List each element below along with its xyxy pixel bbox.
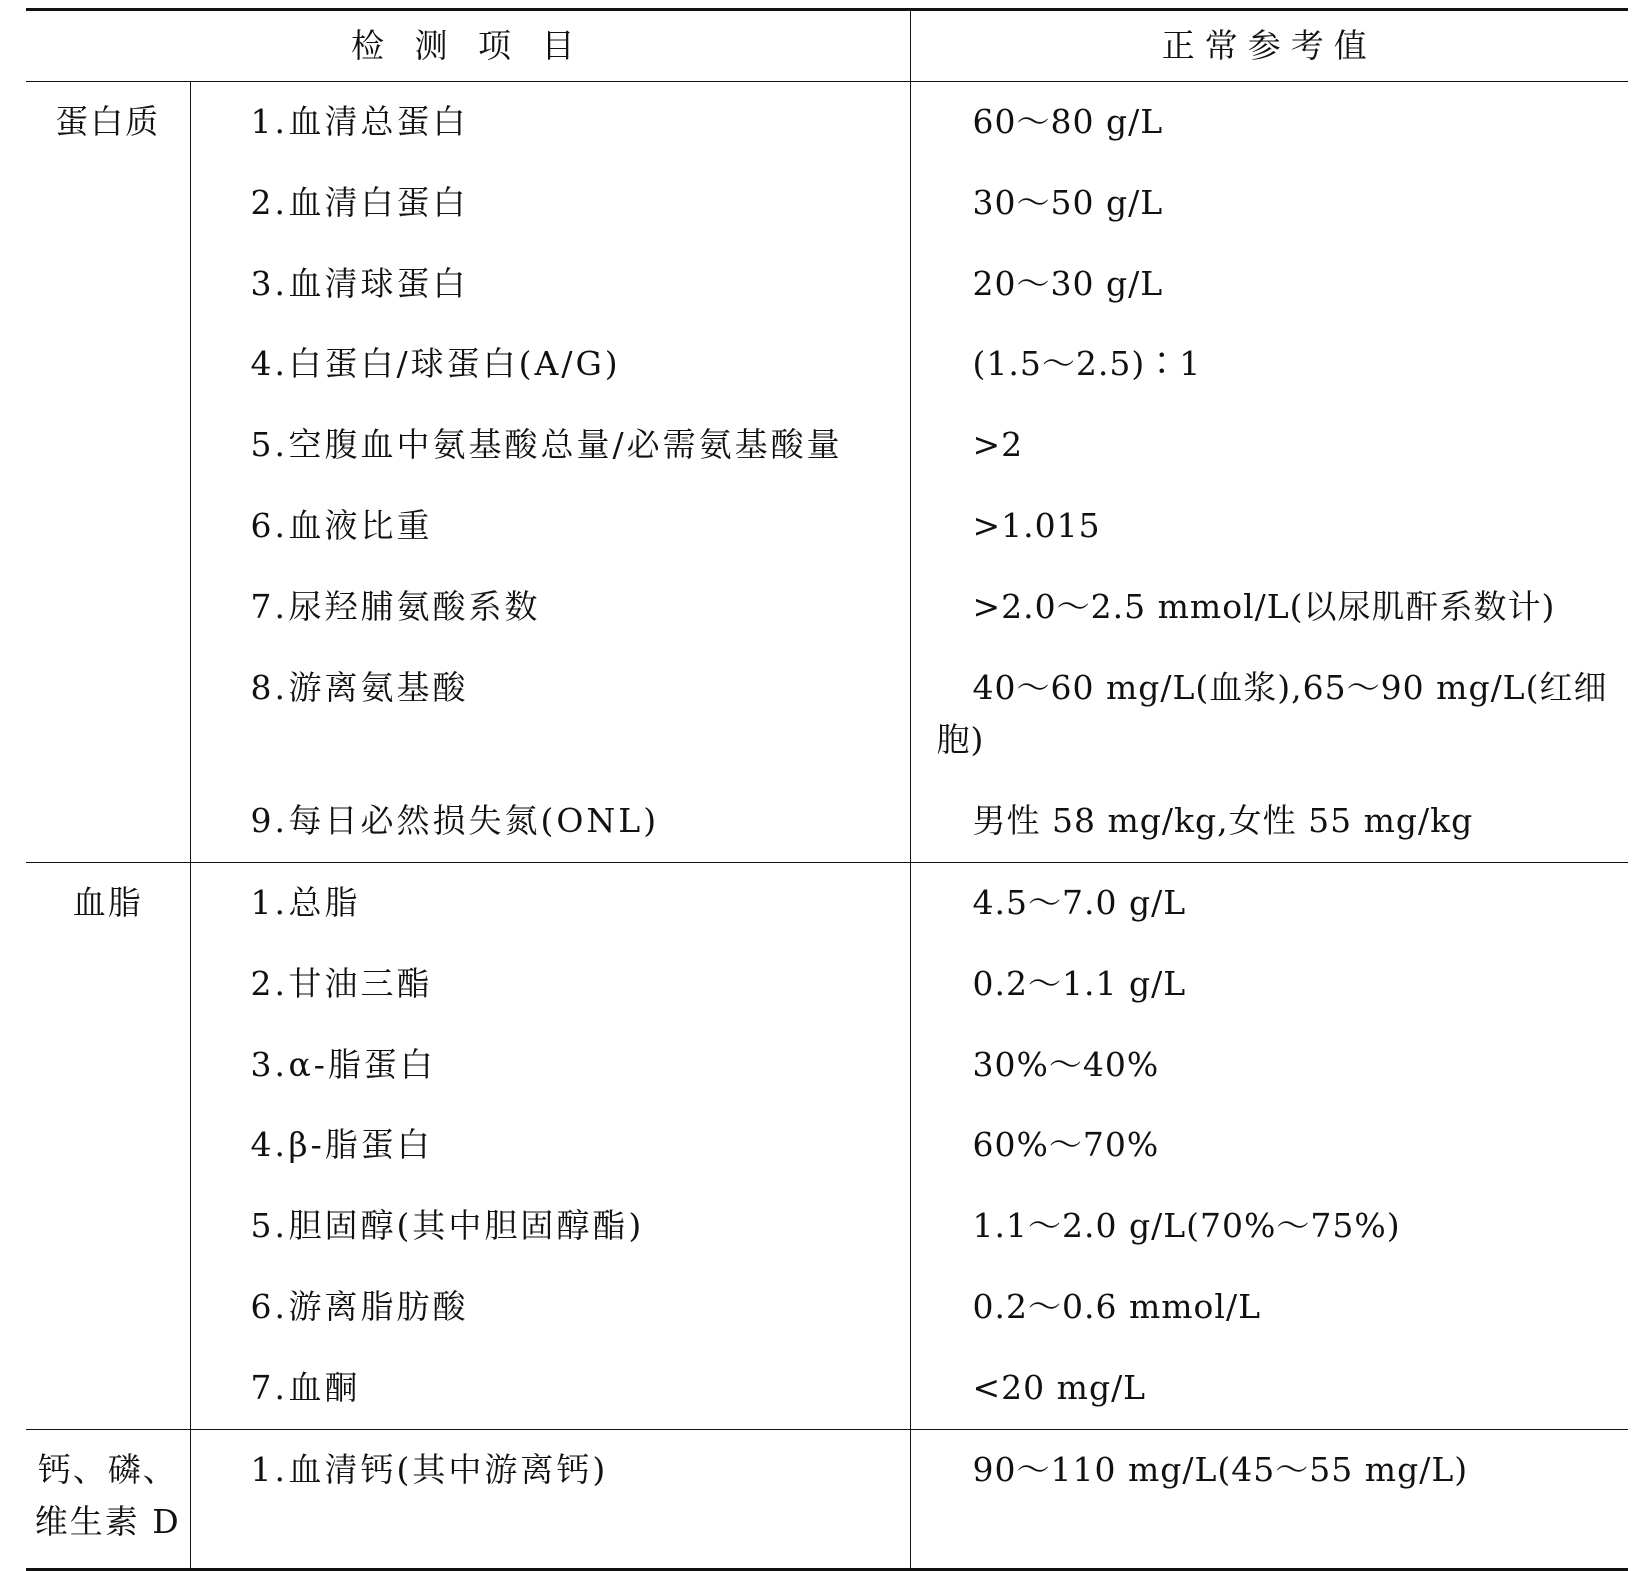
- reference-value-cell: 0.2～1.1 g/L: [972, 963, 1187, 1003]
- table-row: [26, 567, 1628, 648]
- item-name: β-脂蛋白: [288, 1125, 433, 1165]
- test-item-cell: [190, 781, 910, 862]
- group-calcium-phosphorus-vitamin-d: [26, 1429, 1628, 1569]
- reference-value-cell: 60～80 g/L: [972, 102, 1164, 141]
- table-row: [26, 1429, 1628, 1569]
- header-row: [26, 10, 1628, 82]
- reference-value-cell: 1.1～2.0 g/L(70%～75%): [972, 1206, 1401, 1246]
- item-number: 4.: [250, 344, 288, 384]
- item-name: α-脂蛋白: [288, 1044, 436, 1084]
- item-number: 3.: [250, 263, 288, 303]
- item-number: 7.: [250, 586, 288, 626]
- test-item-cell: [190, 324, 910, 405]
- item-name: 白蛋白/球蛋白(A/G): [288, 344, 621, 384]
- header-reference-value: 正常参考值: [1161, 25, 1377, 65]
- reference-value-cell: 4.5～7.0 g/L: [972, 882, 1187, 922]
- table-row: [26, 862, 1628, 943]
- reference-values-table: [26, 8, 1628, 1571]
- category-cell: 钙、磷、维生素 D: [26, 1429, 190, 1569]
- table-row: [26, 1267, 1628, 1348]
- test-item-cell: [190, 1348, 910, 1429]
- item-number: 9.: [250, 801, 288, 841]
- test-item-cell: [190, 1025, 910, 1106]
- item-number: 8.: [250, 667, 288, 707]
- table-row: [26, 1348, 1628, 1429]
- test-item-cell: [190, 944, 910, 1025]
- item-name: 空腹血中氨基酸总量/必需氨基酸量: [288, 425, 843, 465]
- reference-value-cell: >2.0～2.5 mmol/L(以尿肌酐系数计): [972, 586, 1556, 626]
- item-number: 6.: [250, 505, 288, 545]
- item-name: 血清球蛋白: [288, 263, 469, 303]
- test-item-cell: [190, 244, 910, 325]
- reference-value-cell: 60%～70%: [972, 1125, 1160, 1165]
- item-number: 2.: [250, 182, 288, 222]
- item-number: 3.: [250, 1044, 288, 1084]
- item-number: 1.: [250, 1449, 288, 1489]
- item-name: 血清钙(其中游离钙): [288, 1449, 609, 1489]
- test-item-cell: [190, 1267, 910, 1348]
- reference-value-cell: (1.5～2.5)∶1: [972, 344, 1202, 384]
- reference-value-cell: >2: [972, 425, 1024, 465]
- reference-value-cell: 男性 58 mg/kg,女性 55 mg/kg: [972, 801, 1474, 841]
- table-row: [26, 405, 1628, 486]
- item-number: 1.: [250, 102, 288, 141]
- item-number: 7.: [250, 1367, 288, 1407]
- table-row: [26, 486, 1628, 567]
- item-number: 5.: [250, 425, 288, 465]
- item-name: 尿羟脯氨酸系数: [288, 586, 541, 626]
- item-name: 游离脂肪酸: [288, 1286, 469, 1326]
- table-row: [26, 1105, 1628, 1186]
- test-item-cell: [190, 1105, 910, 1186]
- item-name: 总脂: [288, 882, 361, 922]
- category-cell: 血脂: [26, 862, 190, 1429]
- reference-value-cell: 40～60 mg/L(血浆),65～90 mg/L(红细胞): [936, 667, 1608, 760]
- table-row: [26, 82, 1628, 163]
- item-name: 游离氨基酸: [288, 667, 469, 707]
- test-item-cell: [190, 82, 910, 163]
- item-number: 6.: [250, 1286, 288, 1326]
- item-name: 血清白蛋白: [288, 182, 469, 222]
- item-name: 每日必然损失氮(ONL): [288, 801, 660, 841]
- table-row: [26, 648, 1628, 782]
- group-protein: [26, 82, 1628, 863]
- reference-value-cell: 90～110 mg/L(45～55 mg/L): [972, 1449, 1469, 1489]
- reference-value-cell: 30%～40%: [972, 1044, 1160, 1084]
- table-row: [26, 324, 1628, 405]
- table-row: [26, 781, 1628, 862]
- table-row: [26, 244, 1628, 325]
- item-number: 1.: [250, 882, 288, 922]
- test-item-cell: [190, 1186, 910, 1267]
- reference-value-cell: 30～50 g/L: [972, 182, 1164, 222]
- reference-value-cell: 20～30 g/L: [972, 263, 1164, 303]
- table-row: [26, 1025, 1628, 1106]
- table-row: [26, 163, 1628, 244]
- reference-value-cell: >1.015: [972, 505, 1101, 545]
- item-number: 2.: [250, 963, 288, 1003]
- test-item-cell: [190, 862, 910, 943]
- table-header: [26, 10, 1628, 82]
- item-name: 血液比重: [288, 505, 433, 545]
- test-item-cell: [190, 486, 910, 567]
- item-name: 胆固醇(其中胆固醇酯): [288, 1206, 645, 1246]
- item-name: 血酮: [288, 1367, 361, 1407]
- test-item-cell: [190, 648, 910, 782]
- reference-value-cell: 0.2～0.6 mmol/L: [972, 1286, 1262, 1326]
- test-item-cell: [190, 405, 910, 486]
- item-name: 血清总蛋白: [288, 102, 469, 141]
- table-row: [26, 944, 1628, 1025]
- header-test-item: 检 测 项 目: [26, 10, 910, 82]
- item-name: 甘油三酯: [288, 963, 433, 1003]
- test-item-cell: [190, 1429, 910, 1569]
- reference-value-cell: <20 mg/L: [972, 1367, 1147, 1407]
- test-item-cell: [190, 567, 910, 648]
- category-cell: 蛋白质: [26, 82, 190, 863]
- item-number: 4.: [250, 1125, 288, 1165]
- table-row: [26, 1186, 1628, 1267]
- item-number: 5.: [250, 1206, 288, 1246]
- group-blood-lipids: [26, 862, 1628, 1429]
- test-item-cell: [190, 163, 910, 244]
